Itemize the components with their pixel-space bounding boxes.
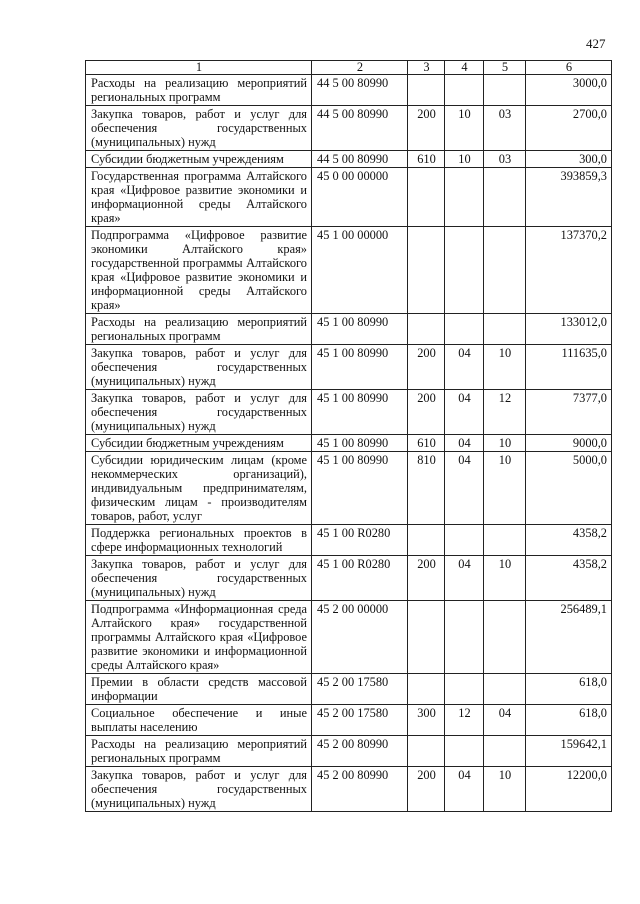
section-cell: 12	[445, 705, 484, 736]
table-row	[86, 601, 612, 674]
table-row	[86, 227, 612, 314]
expense-name-cell: Поддержка региональных проектов в сфере информационных технологий	[86, 525, 312, 556]
expense-name-cell: Закупка товаров, работ и услуг для обеспечения государственных (муниципальных) нужд	[86, 390, 312, 435]
amount-cell: 393859,3	[526, 168, 612, 227]
table-row	[86, 525, 612, 556]
amount-cell: 7377,0	[526, 390, 612, 435]
expense-type-cell	[408, 168, 445, 227]
amount-cell: 300,0	[526, 151, 612, 168]
budget-code-cell: 45 1 00 R0280	[312, 556, 408, 601]
expense-type-cell	[408, 736, 445, 767]
subsection-cell	[484, 674, 526, 705]
expense-type-cell	[408, 674, 445, 705]
amount-cell: 159642,1	[526, 736, 612, 767]
section-cell	[445, 674, 484, 705]
subsection-cell: 12	[484, 390, 526, 435]
table-row	[86, 556, 612, 601]
subsection-cell: 03	[484, 106, 526, 151]
budget-code-cell: 45 0 00 00000	[312, 168, 408, 227]
amount-cell: 256489,1	[526, 601, 612, 674]
amount-cell: 2700,0	[526, 106, 612, 151]
expense-name-cell: Закупка товаров, работ и услуг для обеспечения государственных (муниципальных) нужд	[86, 345, 312, 390]
expense-name-cell: Подпрограмма «Информационная среда Алтайского края» государственной программы Алтайского края «Цифровое развитие экономики и информационной среды Алтайского края»	[86, 601, 312, 674]
section-cell	[445, 601, 484, 674]
budget-code-cell: 45 1 00 80990	[312, 452, 408, 525]
section-cell: 10	[445, 151, 484, 168]
table-row	[86, 435, 612, 452]
subsection-cell	[484, 168, 526, 227]
expense-name-cell: Субсидии юридическим лицам (кроме некоммерческих организаций), индивидуальным предпринимателям, физическим лицам - производителям товаров, работ, услуг	[86, 452, 312, 525]
expense-type-cell	[408, 314, 445, 345]
amount-cell: 3000,0	[526, 75, 612, 106]
amount-cell: 12200,0	[526, 767, 612, 812]
expense-type-cell: 300	[408, 705, 445, 736]
subsection-cell	[484, 314, 526, 345]
subsection-cell: 03	[484, 151, 526, 168]
table-row	[86, 168, 612, 227]
section-cell: 04	[445, 767, 484, 812]
expense-type-cell: 200	[408, 345, 445, 390]
table-row	[86, 736, 612, 767]
expense-type-cell	[408, 75, 445, 106]
subsection-cell	[484, 525, 526, 556]
budget-code-cell: 45 1 00 80990	[312, 314, 408, 345]
table-row	[86, 75, 612, 106]
amount-cell: 9000,0	[526, 435, 612, 452]
column-header: 4	[445, 61, 484, 75]
table-row	[86, 106, 612, 151]
budget-code-cell: 45 1 00 80990	[312, 435, 408, 452]
subsection-cell: 10	[484, 345, 526, 390]
section-cell	[445, 314, 484, 345]
expense-name-cell: Субсидии бюджетным учреждениям	[86, 151, 312, 168]
section-cell: 04	[445, 556, 484, 601]
expense-name-cell: Премии в области средств массовой информации	[86, 674, 312, 705]
subsection-cell	[484, 601, 526, 674]
budget-code-cell: 45 2 00 00000	[312, 601, 408, 674]
column-header: 5	[484, 61, 526, 75]
column-header: 6	[526, 61, 612, 75]
subsection-cell	[484, 75, 526, 106]
table-row	[86, 705, 612, 736]
expense-name-cell: Субсидии бюджетным учреждениям	[86, 435, 312, 452]
table-row	[86, 345, 612, 390]
column-header: 1	[86, 61, 312, 75]
subsection-cell: 04	[484, 705, 526, 736]
expense-type-cell: 810	[408, 452, 445, 525]
budget-code-cell: 45 2 00 17580	[312, 705, 408, 736]
amount-cell: 618,0	[526, 705, 612, 736]
table-row	[86, 452, 612, 525]
expense-name-cell: Расходы на реализацию мероприятий региональных программ	[86, 314, 312, 345]
section-cell: 04	[445, 345, 484, 390]
expense-name-cell: Закупка товаров, работ и услуг для обеспечения государственных (муниципальных) нужд	[86, 767, 312, 812]
budget-code-cell: 45 1 00 80990	[312, 345, 408, 390]
expense-name-cell: Государственная программа Алтайского края «Цифровое развитие экономики и информационной среды Алтайского края»	[86, 168, 312, 227]
expense-type-cell	[408, 601, 445, 674]
subsection-cell	[484, 736, 526, 767]
budget-code-cell: 45 1 00 80990	[312, 390, 408, 435]
section-cell	[445, 227, 484, 314]
budget-code-cell: 44 5 00 80990	[312, 75, 408, 106]
amount-cell: 5000,0	[526, 452, 612, 525]
subsection-cell: 10	[484, 767, 526, 812]
budget-code-cell: 44 5 00 80990	[312, 106, 408, 151]
budget-code-cell: 45 2 00 80990	[312, 736, 408, 767]
section-cell: 04	[445, 390, 484, 435]
budget-code-cell: 44 5 00 80990	[312, 151, 408, 168]
budget-table	[85, 60, 612, 812]
section-cell: 04	[445, 435, 484, 452]
section-cell	[445, 168, 484, 227]
subsection-cell	[484, 227, 526, 314]
expense-type-cell	[408, 227, 445, 314]
amount-cell: 618,0	[526, 674, 612, 705]
expense-name-cell: Расходы на реализацию мероприятий региональных программ	[86, 736, 312, 767]
section-cell	[445, 736, 484, 767]
section-cell	[445, 525, 484, 556]
table-row	[86, 314, 612, 345]
budget-code-cell: 45 1 00 R0280	[312, 525, 408, 556]
expense-type-cell: 610	[408, 435, 445, 452]
expense-name-cell: Расходы на реализацию мероприятий региональных программ	[86, 75, 312, 106]
amount-cell: 137370,2	[526, 227, 612, 314]
expense-name-cell: Подпрограмма «Цифровое развитие экономики Алтайского края» государственной программы Алтайского края «Цифровое развитие экономики и информационной среды Алтайского края»	[86, 227, 312, 314]
table-row	[86, 767, 612, 812]
subsection-cell: 10	[484, 556, 526, 601]
subsection-cell: 10	[484, 435, 526, 452]
column-header: 3	[408, 61, 445, 75]
table-row	[86, 151, 612, 168]
section-cell	[445, 75, 484, 106]
amount-cell: 4358,2	[526, 556, 612, 601]
amount-cell: 4358,2	[526, 525, 612, 556]
section-cell: 04	[445, 452, 484, 525]
expense-type-cell: 200	[408, 556, 445, 601]
page-number: 427	[586, 36, 606, 51]
amount-cell: 111635,0	[526, 345, 612, 390]
expense-type-cell: 610	[408, 151, 445, 168]
section-cell: 10	[445, 106, 484, 151]
budget-code-cell: 45 2 00 80990	[312, 767, 408, 812]
budget-code-cell: 45 1 00 00000	[312, 227, 408, 314]
table-row	[86, 390, 612, 435]
column-header: 2	[312, 61, 408, 75]
expense-type-cell: 200	[408, 106, 445, 151]
expense-name-cell: Закупка товаров, работ и услуг для обеспечения государственных (муниципальных) нужд	[86, 556, 312, 601]
expense-name-cell: Закупка товаров, работ и услуг для обеспечения государственных (муниципальных) нужд	[86, 106, 312, 151]
budget-code-cell: 45 2 00 17580	[312, 674, 408, 705]
subsection-cell: 10	[484, 452, 526, 525]
table-header-row	[86, 61, 612, 75]
expense-type-cell: 200	[408, 390, 445, 435]
expense-type-cell: 200	[408, 767, 445, 812]
expense-type-cell	[408, 525, 445, 556]
expense-name-cell: Социальное обеспечение и иные выплаты населению	[86, 705, 312, 736]
amount-cell: 133012,0	[526, 314, 612, 345]
table-row	[86, 674, 612, 705]
